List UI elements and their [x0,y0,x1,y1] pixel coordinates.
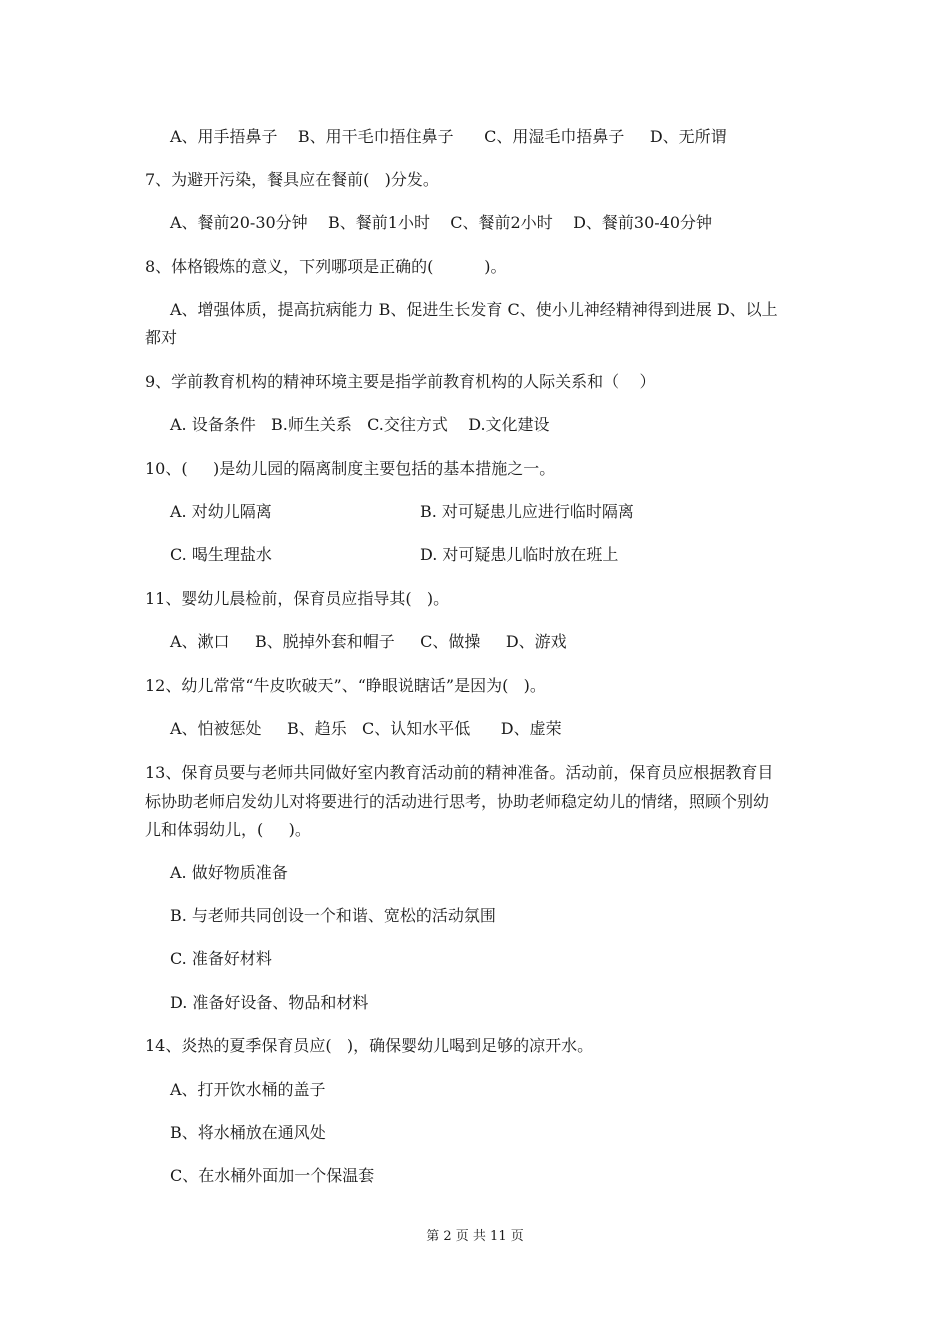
q13-option-a: A. 做好物质准备 [170,863,288,882]
q10-option-b: B. 对可疑患儿应进行临时隔离 [420,502,634,521]
q13-option-d: D. 准备好设备、物品和材料 [170,993,369,1012]
q10-option-c: C. 喝生理盐水 [170,545,272,564]
q13-option-b: B. 与老师共同创设一个和谐、宽松的活动氛围 [170,906,496,925]
q11-options: A、漱口 B、脱掉外套和帽子 C、做操 D、游戏 [170,632,567,651]
question-11: 11、婴幼儿晨检前，保育员应指导其( )。 [145,589,450,608]
q14-option-b: B、将水桶放在通风处 [170,1123,326,1142]
q10-option-d: D. 对可疑患儿临时放在班上 [420,545,619,564]
question-14: 14、炎热的夏季保育员应( )，确保婴幼儿喝到足够的凉开水。 [145,1036,594,1055]
question-7: 7、为避开污染，餐具应在餐前( )分发。 [145,170,439,189]
q7-options: A、餐前20-30分钟 B、餐前1小时 C、餐前2小时 D、餐前30-40分钟 [170,213,713,232]
q12-options: A、怕被惩处 B、趋乐 C、认知水平低 D、虚荣 [170,719,562,738]
q14-option-c: C、在水桶外面加一个保温套 [170,1166,375,1185]
question-9: 9、学前教育机构的精神环境主要是指学前教育机构的人际关系和（ ） [145,372,656,391]
question-13-line3: 儿和体弱幼儿，( )。 [145,820,311,839]
q8-options: A、增强体质，提高抗病能力 B、促进生长发育 C、使小儿神经精神得到进展 D、以上 [170,300,778,319]
q13-option-c: C. 准备好材料 [170,949,272,968]
question-12: 12、幼儿常常“牛皮吹破天”、“睁眼说瞎话”是因为( )。 [145,676,546,695]
question-13-line2: 标协助老师启发幼儿对将要进行的活动进行思考，协助老师稳定幼儿的情绪，照顾个别幼 [145,792,770,811]
page-footer: 第 2 页 共 11 页 [426,1229,524,1244]
question-13-line1: 13、保育员要与老师共同做好室内教育活动前的精神准备。活动前，保育员应根据教育目 [145,763,774,782]
q10-option-a: A. 对幼儿隔离 [170,502,272,521]
q9-options: A. 设备条件 B.师生关系 C.交往方式 D.文化建设 [170,415,550,434]
q8-options-cont: 都对 [145,328,178,347]
question-10: 10、( )是幼儿园的隔离制度主要包括的基本措施之一。 [145,459,556,478]
q6-options: A、用手捂鼻子 B、用干毛巾捂住鼻子 C、用湿毛巾捂鼻子 D、无所谓 [170,127,727,146]
question-8: 8、体格锻炼的意义，下列哪项是正确的( )。 [145,257,507,276]
q14-option-a: A、打开饮水桶的盖子 [170,1080,326,1099]
